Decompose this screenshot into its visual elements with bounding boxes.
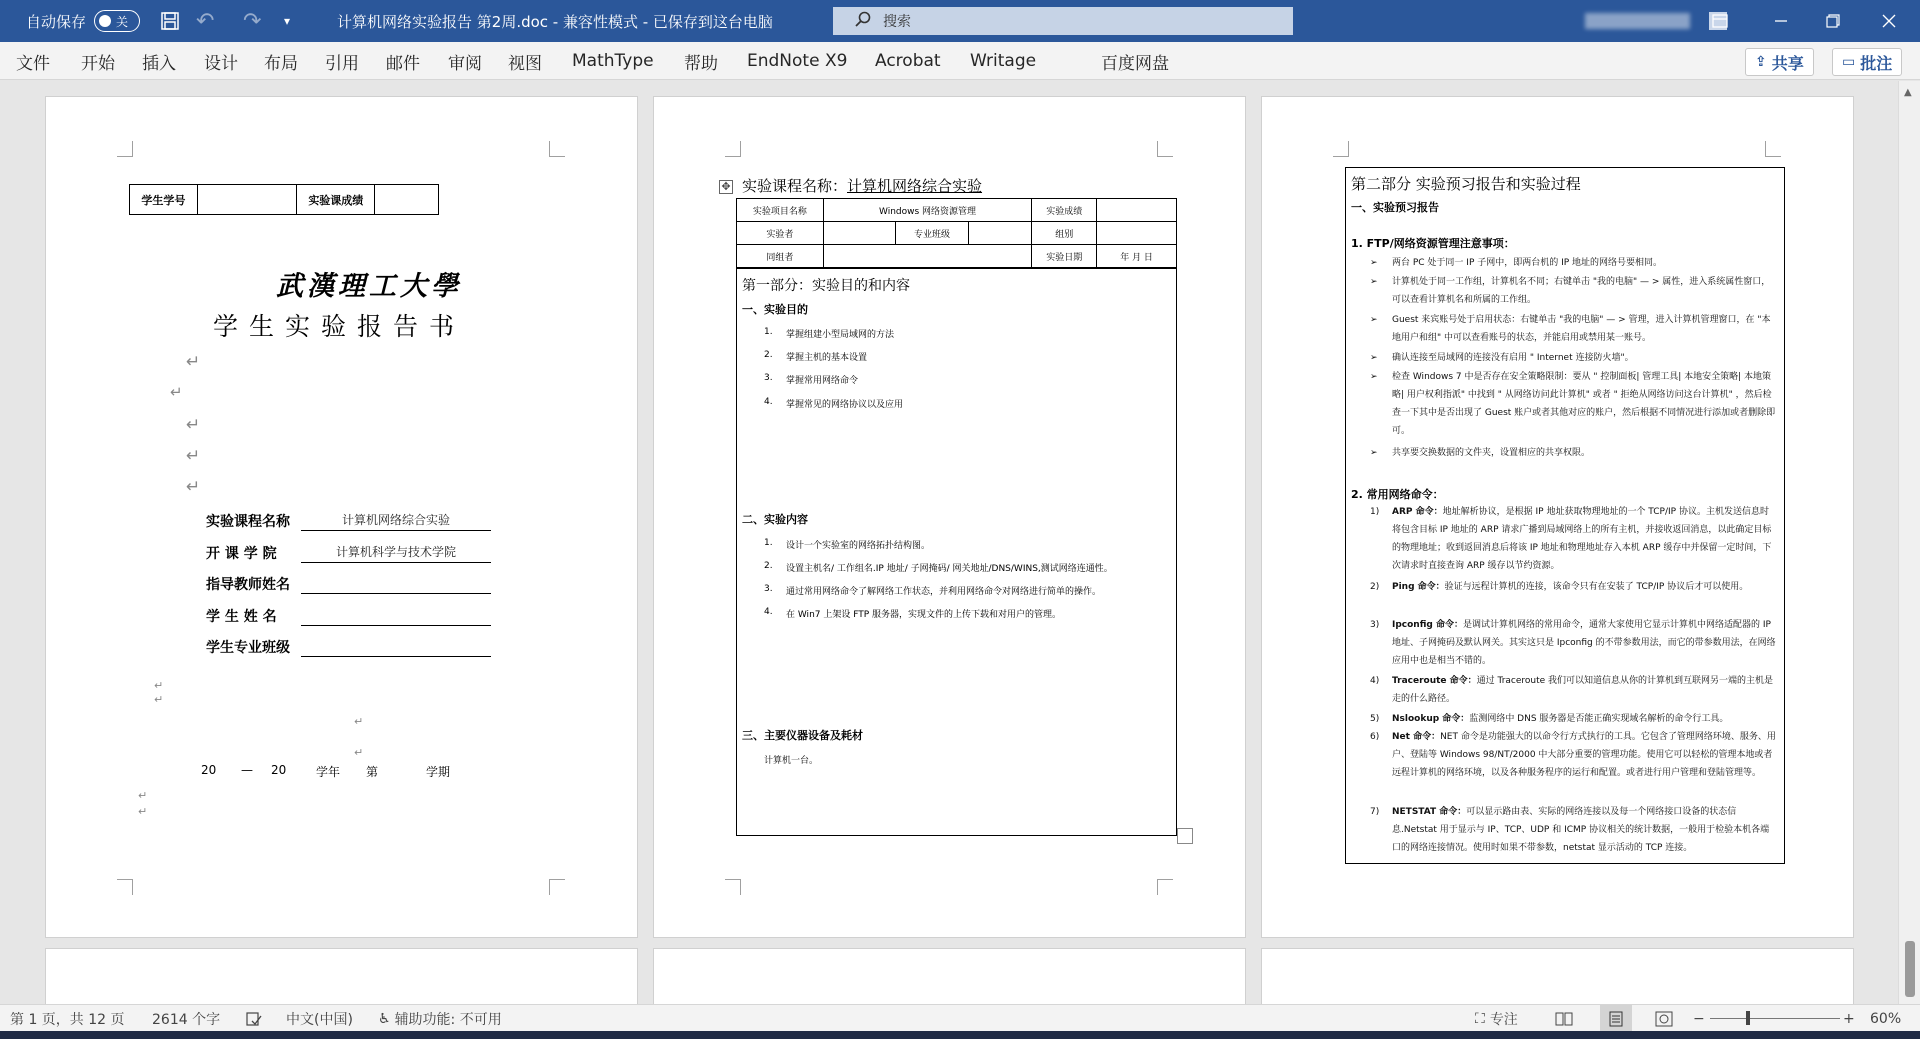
- paragraph-mark: ↵: [154, 693, 164, 706]
- title-bar: [0, 0, 1920, 42]
- command-name: Ipconfig 命令：: [1392, 620, 1463, 630]
- ftp-title: 1. FTP/网络资源管理注意事项：: [1351, 237, 1515, 250]
- comment-icon: ▭: [1842, 54, 1856, 70]
- zoom-in-icon[interactable]: +: [1843, 1010, 1855, 1027]
- grade-cell[interactable]: [375, 185, 439, 215]
- report-title: 学生实验报告书: [213, 312, 466, 341]
- scroll-up-icon[interactable]: ▲: [1904, 87, 1912, 98]
- crop-mark: [117, 879, 133, 895]
- ribbon-tabs: [0, 42, 1920, 80]
- command-name: Net 命令：: [1392, 732, 1441, 742]
- paragraph-mark: ↵: [354, 746, 364, 759]
- equipment-title: 三、主要仪器设备及耗材: [742, 729, 863, 742]
- group-value[interactable]: [1097, 222, 1177, 245]
- web-layout-icon[interactable]: [1655, 1005, 1673, 1032]
- student-info-table: [129, 184, 439, 215]
- command-number: 4): [1370, 676, 1380, 686]
- command-number: 7): [1370, 807, 1380, 817]
- project-name-value[interactable]: Windows 网络资源管理: [823, 199, 1032, 222]
- share-button[interactable]: [1745, 48, 1814, 76]
- ftp-note: ➢ 计算机处于同一工作组，计算机名不同；右键单击 "我的电脑" — > 属性，进入系统属性窗口，可以查看计算机名和所属的工作组。: [1370, 277, 1771, 305]
- autosave-state: 关: [116, 14, 129, 29]
- tab-endnote[interactable]: EndNote X9: [747, 51, 848, 71]
- customize-toolbar-icon[interactable]: ▾: [284, 14, 291, 28]
- command-item: [1370, 503, 1777, 575]
- content-title: 二、实验内容: [742, 513, 808, 526]
- major-class-label: 专业班级: [895, 222, 969, 245]
- tab-references[interactable]: 引用: [325, 53, 359, 74]
- crop-mark: [117, 141, 133, 157]
- command-name: NETSTAT 命令：: [1392, 807, 1467, 817]
- term-xuenian: 学年: [316, 765, 341, 779]
- taskbar-strip: [0, 1031, 1920, 1039]
- crop-mark: [1765, 141, 1781, 157]
- toggle-knob: [99, 15, 111, 27]
- accessibility-status[interactable]: [378, 1005, 502, 1032]
- tab-baidu-netdisk[interactable]: 百度网盘: [1101, 53, 1169, 74]
- crop-mark: [725, 879, 741, 895]
- experiment-info-table: [736, 198, 1177, 268]
- command-desc: 通过 Traceroute 我们可以知道信息从你的计算机到互联网另一端的主机是走的什么路径。: [1392, 676, 1774, 704]
- zoom-slider[interactable]: [1710, 1018, 1840, 1019]
- tab-insert[interactable]: 插入: [142, 53, 176, 74]
- course-heading: [742, 175, 982, 196]
- paragraph-mark: ↵: [186, 446, 201, 466]
- print-layout-icon[interactable]: [1600, 1005, 1632, 1032]
- paragraph-mark: ↵: [186, 415, 201, 435]
- form-row-course: [206, 505, 491, 531]
- accessibility-icon: ♿: [378, 1010, 391, 1027]
- search-box[interactable]: [833, 7, 1293, 35]
- paragraph-mark: ↵: [154, 679, 164, 692]
- paragraph-mark: ↵: [170, 383, 183, 401]
- exp-grade-value[interactable]: [1097, 199, 1177, 222]
- prep-title: 一、实验预习报告: [1351, 201, 1439, 214]
- search-placeholder: 搜索: [883, 14, 911, 30]
- purpose-item: 3. 掌握常用网络命令: [764, 373, 859, 386]
- command-item: [1370, 672, 1777, 708]
- crop-mark: [1333, 141, 1349, 157]
- crop-mark: [1157, 879, 1173, 895]
- table-move-handle-icon[interactable]: ✥: [719, 180, 733, 194]
- ftp-note-text: 检查 Windows 7 中是否存在安全策略限制：要从 " 控制面板| 管理工具| 本地安全策略| 本地策略| 用户权利指派" 中找到 " 从网络访问此计算机" 或者 " 拒绝从网络访问这台计算机" ，然后检查一下其中是否出现了 Guest 账户或者其他对应的账户，然后根据不同情况进行添加或者删除即可。: [1392, 372, 1776, 436]
- student-name-value[interactable]: [301, 604, 491, 626]
- term-line: [201, 763, 450, 780]
- command-name: ARP 命令：: [1392, 507, 1443, 517]
- ribbon-options-icon[interactable]: [1697, 0, 1743, 42]
- commands-title: 2. 常用网络命令：: [1351, 488, 1444, 501]
- tab-help[interactable]: 帮助: [684, 53, 718, 74]
- part2-title: 第二部分 实验预习报告和实验过程: [1351, 175, 1581, 193]
- college-label: 开 课 学 院: [206, 546, 277, 562]
- grade-label: 实验课成绩: [297, 185, 375, 215]
- command-desc: 监测网络中 DNS 服务器是否能正确实现域名解析的命令行工具。: [1469, 714, 1729, 724]
- partner-value[interactable]: [823, 245, 1032, 268]
- content-text: 在 Win7 上架设 FTP 服务器，实现文件的上传下载和对用户的管理。: [786, 610, 1062, 620]
- tab-layout[interactable]: 布局: [264, 53, 298, 74]
- table-resize-handle-icon[interactable]: [1177, 828, 1193, 844]
- ftp-note: ➢ 确认连接至局域网的连接没有启用 " Internet 连接防火墙"。: [1370, 353, 1634, 363]
- language[interactable]: 中文(中国): [286, 1011, 353, 1028]
- page-2[interactable]: [653, 96, 1246, 938]
- command-desc: 验证与远程计算机的连接，该命令只有在安装了 TCP/IP 协议后才可以使用。: [1444, 582, 1749, 592]
- course-value[interactable]: 计算机网络综合实验: [301, 509, 491, 531]
- focus-mode[interactable]: [1475, 1005, 1518, 1032]
- class-value[interactable]: [301, 635, 491, 657]
- user-account[interactable]: [1585, 13, 1690, 29]
- autosave[interactable]: [26, 0, 140, 42]
- ftp-note: ➢ 两台 PC 处于同一 IP 子网中，即两台机的 IP 地址的网络号要相同。: [1370, 258, 1663, 268]
- zoom-slider-thumb[interactable]: [1746, 1011, 1750, 1025]
- project-name-label: 实验项目名称: [737, 199, 824, 222]
- command-name: Traceroute 命令：: [1392, 676, 1477, 686]
- ftp-note-text: 两台 PC 处于同一 IP 子网中，即两台机的 IP 地址的网络号要相同。: [1392, 258, 1663, 268]
- redo-icon[interactable]: ↷: [243, 8, 262, 34]
- partner-label: 同组者: [737, 245, 824, 268]
- date-label: 实验日期: [1032, 245, 1097, 268]
- student-name-label: 学 生 姓 名: [206, 609, 277, 625]
- tab-mathtype[interactable]: MathType: [572, 51, 654, 71]
- university-name: 武漢理工大學: [276, 271, 462, 302]
- paragraph-mark: ↵: [138, 805, 148, 818]
- purpose-text: 掌握主机的基本设置: [786, 353, 868, 363]
- command-number: 3): [1370, 620, 1380, 630]
- purpose-item: 4. 掌握常见的网络协议以及应用: [764, 397, 904, 410]
- group-label: 组别: [1032, 222, 1097, 245]
- teacher-value[interactable]: [301, 572, 491, 594]
- term-xueqi: 学期: [426, 765, 451, 779]
- read-mode-icon[interactable]: [1555, 1005, 1573, 1032]
- command-desc: 可以显示路由表、实际的网络连接以及每一个网络接口设备的状态信息.Netstat 用于显示与 IP、TCP、UDP 和 ICMP 协议相关的统计数据，一般用于检验本机各端口的网络连接情况。使用时如果不带参数，netstat 显示活动的 TCP 连接。: [1392, 807, 1770, 853]
- term-dash: —: [241, 763, 253, 777]
- minimize-icon[interactable]: [1758, 0, 1804, 42]
- focus-icon: ⛶: [1475, 1010, 1485, 1027]
- share-label: 共享: [1771, 53, 1804, 73]
- paragraph-mark: ↵: [186, 352, 201, 372]
- form-row-college: [206, 537, 491, 563]
- command-number: 2): [1370, 582, 1380, 592]
- comments-label: 批注: [1860, 53, 1893, 73]
- zoom-level[interactable]: 60%: [1870, 1010, 1902, 1027]
- scroll-thumb[interactable]: [1905, 941, 1915, 997]
- student-id-label: 学生学号: [130, 185, 198, 215]
- search-icon: [855, 11, 871, 31]
- accessibility-label: 辅助功能: 不可用: [394, 1011, 502, 1028]
- college-value[interactable]: 计算机科学与技术学院: [301, 541, 491, 563]
- form-row-teacher: [206, 568, 491, 594]
- purpose-title: 一、实验目的: [742, 303, 808, 316]
- command-number: 1): [1370, 507, 1380, 517]
- command-desc: NET 命令是功能强大的以命令行方式执行的工具。它包含了管理网络环境、服务、用户、登陆等 Windows 98/NT/2000 中大部分重要的管理功能。使用它可以轻松的管理本地或者远程计算机的网络环境，以及各种服务程序的运行和配置。或者进行用户管理和登陆管理等。: [1392, 732, 1776, 778]
- content-item: 2. 设置主机名/ 工作组名.IP 地址/ 子网掩码/ 网关地址/DNS/WINS,测试网络连通性。: [764, 561, 1113, 574]
- document-workspace[interactable]: [0, 81, 1898, 1004]
- equipment-item: 计算机一台。: [764, 756, 819, 766]
- comments-button[interactable]: [1832, 48, 1902, 76]
- ftp-note-text: 共享要交换数据的文件夹，设置相应的共享权限。: [1392, 448, 1591, 458]
- command-item: [1370, 616, 1777, 670]
- tab-design[interactable]: 设计: [204, 53, 238, 74]
- content-item: 1. 设计一个实验室的网络拓扑结构图。: [764, 538, 931, 551]
- content-text: 设计一个实验室的网络拓扑结构图。: [786, 541, 931, 551]
- crop-mark: [725, 141, 741, 157]
- focus-label: 专注: [1489, 1011, 1518, 1028]
- ftp-note: ➢ Guest 来宾账号处于启用状态：右键单击 "我的电脑" — > 管理，进入计算机管理窗口，在 "本地用户和组" 中可以查看账号的状态，并能启用或禁用某一账号。: [1370, 315, 1771, 343]
- ftp-note-text: 计算机处于同一工作组，计算机名不同；右键单击 "我的电脑" — > 属性，进入系统属性窗口，可以查看计算机名和所属的工作组。: [1392, 277, 1771, 305]
- part1-title: 第一部分：实验目的和内容: [742, 278, 910, 294]
- undo-icon[interactable]: ↶: [196, 8, 215, 34]
- course-label: 实验课程名称: [206, 514, 290, 530]
- share-icon: ⇪: [1755, 54, 1767, 70]
- paragraph-mark: ↵: [354, 715, 364, 728]
- paragraph-mark: ↵: [138, 789, 148, 802]
- content-item: 4. 在 Win7 上架设 FTP 服务器，实现文件的上传下载和对用户的管理。: [764, 607, 1062, 620]
- paragraph-mark: ↵: [186, 477, 201, 497]
- ftp-note-text: 确认连接至局域网的连接没有启用 " Internet 连接防火墙"。: [1392, 353, 1634, 363]
- tab-acrobat[interactable]: Acrobat: [875, 51, 941, 71]
- major-class-value[interactable]: [969, 222, 1032, 245]
- experimenter-label: 实验者: [737, 222, 824, 245]
- experimenter-value[interactable]: [823, 222, 895, 245]
- command-name: Ping 命令：: [1392, 582, 1445, 592]
- command-desc: 是调试计算机网络的常用命令，通常大家使用它显示计算机中网络适配器的 IP 地址、子网掩码及默认网关。其实这只是 Ipconfig 的不带参数用法，而它的带参数用法，在网络应用中也是相当不错的。: [1392, 620, 1776, 666]
- command-item: [1370, 710, 1777, 728]
- crop-mark: [549, 141, 565, 157]
- command-desc: 地址解析协议，是根据 IP 地址获取物理地址的一个 TCP/IP 协议。主机发送信息时将包含目标 IP 地址的 ARP 请求广播到局域网络上的所有主机，并接收返回消息，以此确定目标的物理地址；收到返回消息后将该 IP 地址和物理地址存入本机 ARP 缓存中并保留一定时间，下次请求时直接查询 ARP 缓存以节约资源。: [1392, 507, 1772, 571]
- ftp-note: ➢ 检查 Windows 7 中是否存在安全策略限制：要从 " 控制面板| 管理工具| 本地安全策略| 本地策略| 用户权利指派" 中找到 " 从网络访问此计算机" 或者 " 拒绝从网络访问这台计算机" ，然后检查一下其中是否出现了 Guest 账户或者其他对应的账户，然后根据不同情况进行添加或者删除即可。: [1370, 372, 1776, 436]
- purpose-text: 掌握组建小型局域网的方法: [786, 330, 895, 340]
- vertical-scrollbar[interactable]: [1898, 81, 1920, 1004]
- exp-grade-label: 实验成绩: [1032, 199, 1097, 222]
- purpose-text: 掌握常用网络命令: [786, 376, 859, 386]
- course-heading-label: 实验课程名称：: [742, 177, 848, 195]
- purpose-text: 掌握常见的网络协议以及应用: [786, 400, 904, 410]
- command-number: 6): [1370, 732, 1380, 742]
- restore-icon[interactable]: [1810, 0, 1856, 42]
- command-number: 5): [1370, 714, 1380, 724]
- form-row-class: [206, 631, 491, 657]
- ftp-note-text: Guest 来宾账号处于启用状态：右键单击 "我的电脑" — > 管理，进入计算机管理窗口，在 "本地用户和组" 中可以查看账号的状态，并能启用或禁用某一账号。: [1392, 315, 1771, 343]
- status-bar: [0, 1004, 1920, 1031]
- close-icon[interactable]: [1866, 0, 1912, 42]
- page-count[interactable]: 第 1 页，共 12 页: [10, 1011, 125, 1028]
- autosave-label: 自动保存: [26, 12, 87, 31]
- proofing-icon[interactable]: [246, 1005, 262, 1032]
- purpose-item: 1. 掌握组建小型局域网的方法: [764, 327, 895, 340]
- course-heading-name: 计算机网络综合实验: [847, 177, 983, 195]
- content-item: 3. 通过常用网络命令了解网络工作状态，并利用网络命令对网络进行简单的操作。: [764, 584, 1102, 597]
- form-row-student-name: [206, 600, 491, 626]
- tab-view[interactable]: 视图: [508, 53, 542, 74]
- autosave-toggle[interactable]: [94, 10, 140, 32]
- term-di: 第: [366, 765, 379, 779]
- command-item: [1370, 578, 1777, 596]
- command-item: [1370, 803, 1777, 859]
- command-item: [1370, 728, 1777, 782]
- tab-file[interactable]: 文件: [16, 53, 50, 74]
- content-text: 设置主机名/ 工作组名.IP 地址/ 子网掩码/ 网关地址/DNS/WINS,测试网络连通性。: [786, 564, 1113, 574]
- page-3[interactable]: [1261, 96, 1854, 938]
- tab-mailings[interactable]: 邮件: [386, 53, 420, 74]
- save-icon[interactable]: [160, 0, 180, 42]
- word-count[interactable]: 2614 个字: [152, 1011, 221, 1028]
- ftp-note: ➢ 共享要交换数据的文件夹，设置相应的共享权限。: [1370, 448, 1591, 458]
- crop-mark: [549, 879, 565, 895]
- tab-home[interactable]: 开始: [81, 53, 115, 74]
- tab-review[interactable]: 审阅: [448, 53, 482, 74]
- purpose-item: 2. 掌握主机的基本设置: [764, 350, 868, 363]
- student-id-cell[interactable]: [197, 185, 297, 215]
- class-label: 学生专业班级: [206, 640, 290, 656]
- zoom-out-icon[interactable]: −: [1693, 1010, 1705, 1027]
- teacher-label: 指导教师姓名: [206, 577, 290, 593]
- page-1[interactable]: [45, 96, 638, 938]
- crop-mark: [1157, 141, 1173, 157]
- content-text: 通过常用网络命令了解网络工作状态，并利用网络命令对网络进行简单的操作。: [786, 587, 1102, 597]
- date-value[interactable]: 年 月 日: [1097, 245, 1177, 268]
- command-name: Nslookup 命令：: [1392, 714, 1470, 724]
- term-year-start: 20: [201, 763, 217, 777]
- term-year-end: 20: [271, 763, 287, 777]
- tab-writage[interactable]: Writage: [970, 51, 1037, 71]
- document-title: 计算机网络实验报告 第2周.doc - 兼容性模式 - 已保存到这台电脑: [337, 12, 773, 31]
